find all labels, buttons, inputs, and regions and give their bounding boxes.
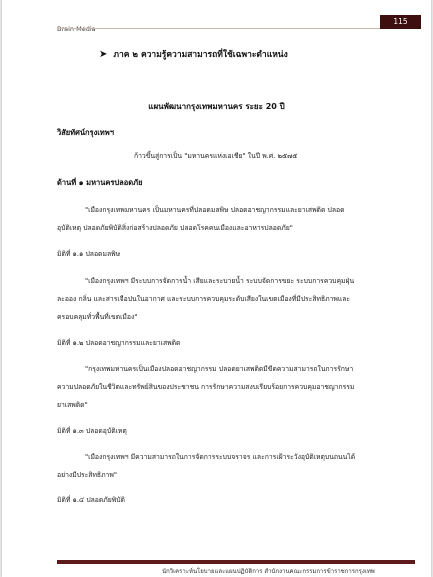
publisher-name: Brain Media (57, 25, 96, 33)
vision-text: ก้าวขึ้นสู่การเป็น "มหานครแห่งเอเชีย" ในปี พ.ศ. ๒๕๗๕ (134, 152, 298, 160)
sub-1-2-line: "กรุงเทพมหานครเป็นเมืองปลอดอาชญากรรม ปลอดยาเสพติดมีขีดความสามารถในการรักษา (85, 365, 354, 373)
footer-rule (57, 560, 415, 564)
dimension-1-quote-line: "เมืองกรุงเทพมหานคร เป็นมหานครที่ปลอดมลพิษ ปลอดอาชญากรรมและยาเสพติด ปลอด (85, 206, 345, 214)
sub-1-4-label: มิติที่ ๑.๔ ปลอดภัยพิบัติ (57, 496, 125, 504)
page-number: 115 (380, 15, 421, 29)
arrowhead-icon: ➤ (99, 49, 108, 60)
sub-1-2-line: ยาเสพติด" (57, 401, 88, 409)
section-heading-text: ภาค ๒ ความรู้ความสามารถที่ใช้เฉพาะตำแหน่ง (113, 50, 288, 60)
sub-1-1-line: ละออง กลิ่น และสารเจือปนในอากาศ และระบบการควบคุมระดับเสียงในเขตเมืองที่มีประสิทธิภาพและ (57, 295, 351, 303)
dimension-1-heading: ด้านที่ ๑ มหานครปลอดภัย (57, 178, 143, 187)
vision-heading: วิสัยทัศน์กรุงเทพฯ (57, 128, 114, 137)
document-page (2, 0, 431, 577)
sub-1-1-label: มิติที่ ๑.๑ ปลอดมลพิษ (57, 250, 121, 258)
sub-1-2-line: ความปลอดภัยในชีวิตและทรัพย์สินของประชาชน การรักษาความสงบเรียบร้อยการควบคุมอาชญากรรม (57, 383, 355, 391)
dimension-1-quote-line: อุบัติเหตุ ปลอดภัยพิบัติสิ่งก่อสร้างปลอดภัย ปลอดโรคคนเมืองและอาหารปลอดภัย" (57, 224, 293, 232)
header-rule (57, 28, 380, 29)
sub-1-1-line: ครอบคลุมทั่วพื้นที่เขตเมือง" (57, 313, 138, 321)
footer-text: นักวิเคราะห์นโยบายและแผนปฏิบัติการ สำนักงานคณะกรรมการข้าราชการกรุงเทพ (162, 568, 375, 575)
section-heading (99, 47, 288, 61)
plan-title: แผนพัฒนากรุงเทพมหานคร ระยะ 20 ปี (148, 102, 285, 111)
sub-1-2-label: มิติที่ ๑.๒ ปลอดอาชญากรรมและยาเสพติด (57, 339, 181, 347)
sub-1-3-label: มิติที่ ๑.๓ ปลอดอุบัติเหตุ (57, 427, 127, 435)
sub-1-3-line: "เมืองกรุงเทพฯ มีความสามารถในการจัดการระบบจราจร และการเฝ้าระวังอุบัติเหตุบนถนนได้ (85, 453, 356, 461)
sub-1-3-line: อย่างมีประสิทธิภาพ" (57, 471, 117, 479)
sub-1-1-line: "เมืองกรุงเทพฯ มีระบบการจัดการน้ำ เสียและระบายน้ำ ระบบจัดการขยะ ระบบการควบคุมฝุ่น (85, 277, 355, 285)
